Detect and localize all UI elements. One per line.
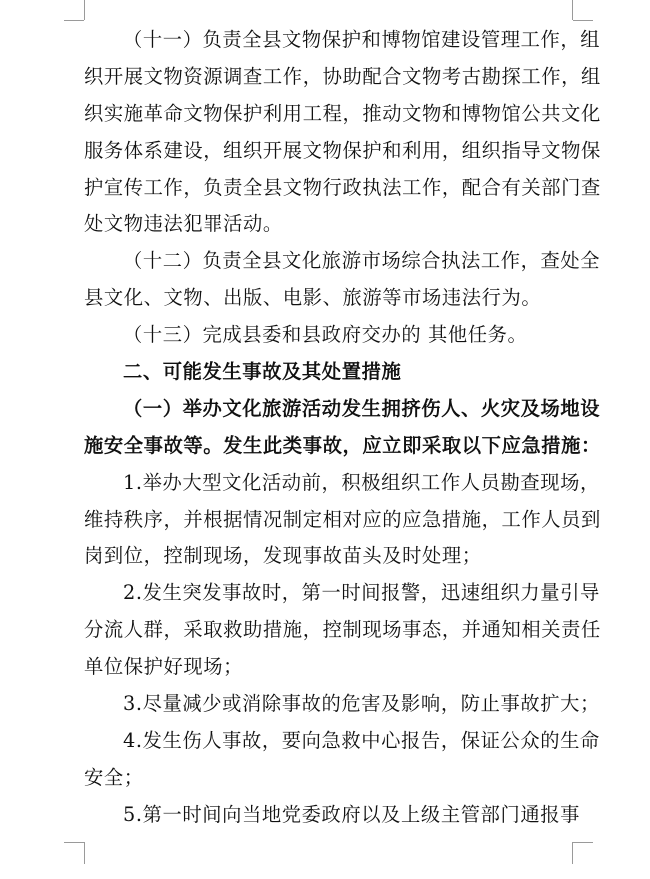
text-line: 5.第一时间向当地党委政府以及上级主管部门通报事 (123, 802, 580, 826)
text-line: 分流人群，采取救助措施，控制现场事态，并通知相关责任 (84, 618, 601, 642)
crop-mark-top-right-h (573, 20, 593, 21)
text-line: （十一）负责全县文物保护和博物馆建设管理工作，组 (123, 28, 601, 51)
crop-mark-top-right-v (572, 0, 573, 20)
text-line: 4.发生伤人事故，要向急救中心报告，保证公众的生命 (123, 728, 600, 752)
text-line: 织开展文物资源调查工作，协助配合文物考古勘探工作，组 (84, 64, 601, 88)
heading-line: （一）举办文化旅游活动发生拥挤伤人、火灾及场地设 (123, 396, 601, 420)
crop-mark-bottom-left-v (84, 842, 85, 864)
document-page (84, 22, 601, 834)
crop-mark-bottom-right-v (572, 842, 573, 864)
text-line: 3.尽量减少或消除事故的危害及影响，防止事故扩大； (123, 692, 600, 716)
text-line: 维持秩序，并根据情况制定相对应的应急措施，工作人员到 (84, 507, 601, 531)
text-line: 护宣传工作，负责全县文物行政执法工作，配合有关部门查 (84, 175, 601, 199)
text-line: 服务体系建设，组织开展文物保护和利用，组织指导文物保 (84, 138, 601, 162)
crop-mark-bottom-right-h (573, 842, 593, 843)
crop-mark-top-left-v (84, 0, 85, 20)
text-line: 织实施革命文物保护利用工程，推动文物和博物馆公共文化 (84, 101, 601, 125)
text-line: （十三）完成县委和县政府交办的 其他任务。 (123, 323, 528, 347)
heading-line: 二、可能发生事故及其处置措施 (123, 360, 402, 384)
text-line: 1.举办大型文化活动前，积极组织工作人员勘查现场， (123, 470, 600, 494)
text-line: 县文化、文物、出版、电影、旅游等市场违法行为。 (84, 286, 542, 310)
text-line: 单位保护好现场； (84, 655, 244, 679)
text-line: 处文物违法犯罪活动。 (84, 212, 283, 236)
text-line: 2.发生突发事故时，第一时间报警，迅速组织力量引导 (123, 581, 600, 605)
text-line: （十二）负责全县文化旅游市场综合执法工作，查处全 (123, 249, 601, 273)
heading-line: 施安全事故等。发生此类事故，应立即采取以下应急措施： (84, 433, 601, 457)
text-line: 安全； (84, 765, 144, 789)
text-line: 岗到位，控制现场，发现事故苗头及时处理； (84, 544, 482, 568)
crop-mark-bottom-left-h (64, 842, 84, 843)
crop-mark-top-left-h (64, 20, 84, 21)
